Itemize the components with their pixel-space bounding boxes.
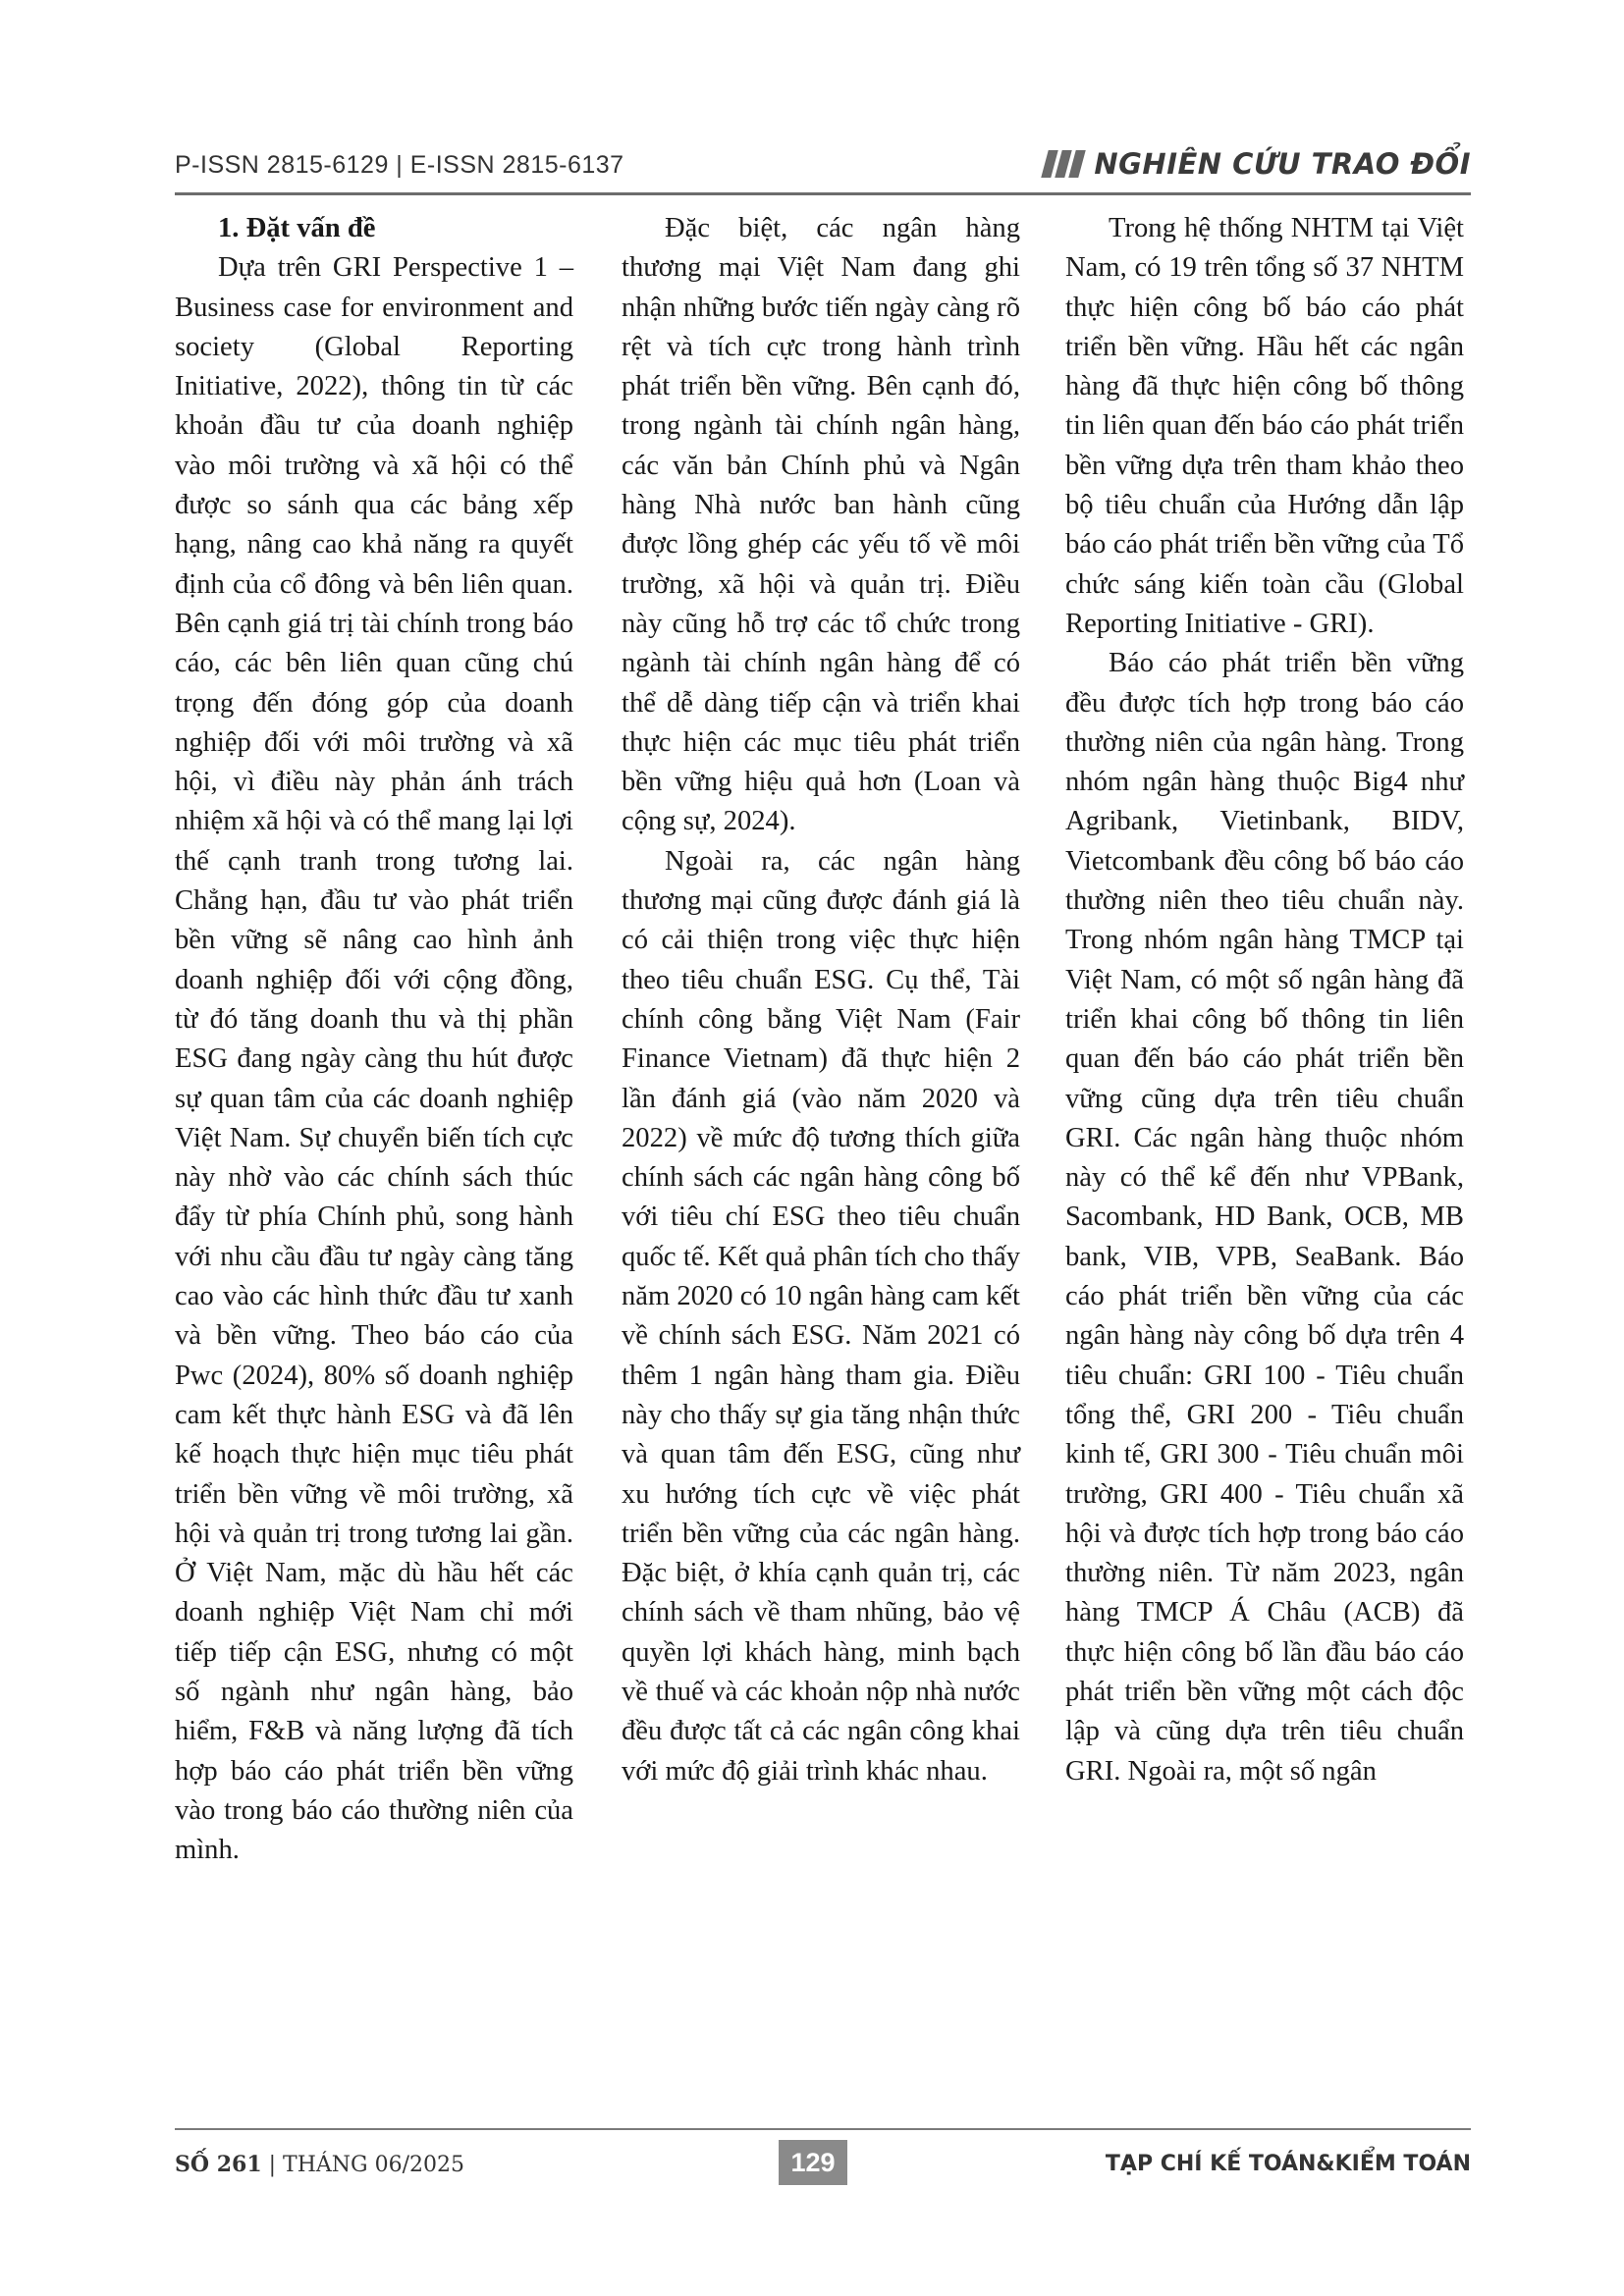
issue-number: SỐ 261 (175, 2152, 262, 2177)
column-1 (175, 209, 573, 1870)
column-3 (1065, 209, 1464, 1791)
page-number: 129 (779, 2140, 847, 2185)
header-divider (175, 192, 1471, 195)
section-brand (1045, 147, 1471, 181)
decorative-bars-icon (1045, 150, 1082, 178)
page-footer (175, 2140, 1471, 2189)
paragraph: Ngoài ra, các ngân hàng thương mại cũng được đánh giá là có cải thiện trong việc thực hiện theo tiêu chuẩn ESG. Cụ thể, Tài chính công bằng Việt Nam (Fair Finance Vietnam) đã thực hiện 2 lần đánh giá (vào năm 2020 và 2022) về mức độ tương thích giữa chính sách các ngân hàng công bố với tiêu chí ESG theo tiêu chuẩn quốc tế. Kết quả phân tích cho thấy năm 2020 có 10 ngân hàng cam kết về chính sách ESG. Năm 2021 có thêm 1 ngân hàng tham gia. Điều này cho thấy sự gia tăng nhận thức và quan tâm đến ESG, cũng như xu hướng tích cực về việc phát triển bền vững của các ngân hàng. Đặc biệt, ở khía cạnh quản trị, các chính sách về tham nhũng, bảo vệ quyền lợi khách hàng, minh bạch về thuế và các khoản nộp nhà nước đều được tất cả các ngân công khai với mức độ giải trình khác nhau. (622, 845, 1020, 1787)
article-body (175, 209, 1471, 2064)
page-header (175, 147, 1471, 188)
paragraph: Đặc biệt, các ngân hàng thương mại Việt Nam đang ghi nhận những bước tiến ngày càng rõ rệt và tích cực trong hành trình phát triển bền vững. Bên cạnh đó, trong ngành tài chính ngân hàng, các văn bản Chính phủ và Ngân hàng Nhà nước ban hành cũng được lồng ghép các yếu tố về môi trường, xã hội và quản trị. Điều này cũng hỗ trợ các tổ chức trong ngành tài chính ngân hàng để có thể dễ dàng tiếp cận và triển khai thực hiện các mục tiêu phát triển bền vững hiệu quả hơn (Loan và cộng sự, 2024). (622, 213, 1020, 837)
footer-divider (175, 2128, 1471, 2130)
paragraph: Dựa trên GRI Perspective 1 – Business case for environment and society (Global Reporting Initiative, 2022), thông tin từ các khoản đầu tư của doanh nghiệp vào môi trường và xã hội có thể được so sánh qua các bảng xếp hạng, nâng cao khả năng ra quyết định của cổ đông và bên liên quan. Bên cạnh giá trị tài chính trong báo cáo, các bên liên quan cũng chú trọng đến đóng góp của doanh nghiệp đối với môi trường và xã hội, vì điều này phản ánh trách nhiệm xã hội và có thể mang lại lợi thế cạnh tranh trong tương lai. Chẳng hạn, đầu tư vào phát triển bền vững sẽ nâng cao hình ảnh doanh nghiệp đối với cộng đồng, từ đó tăng doanh thu và thị phần ESG đang ngày càng thu hút được sự quan tâm của các doanh nghiệp Việt Nam. Sự chuyển biến tích cực này nhờ vào các chính sách thúc đẩy từ phía Chính phủ, song hành với nhu cầu đầu tư ngày càng tăng cao vào các hình thức đầu tư xanh và bền vững. Theo báo cáo của Pwc (2024), 80% số doanh nghiệp cam kết thực hành ESG và đã lên kế hoạch thực hiện mục tiêu phát triển bền vững về môi trường, xã hội và quản trị trong tương lai gần. Ở Việt Nam, mặc dù hầu hết các doanh nghiệp Việt Nam chỉ mới tiếp tiếp cận ESG, nhưng có một số ngành như ngân hàng, bảo hiểm, F&B và năng lượng đã tích hợp báo cáo phát triển bền vững vào trong báo cáo thường niên của mình. (175, 252, 573, 1866)
paragraph: Trong hệ thống NHTM tại Việt Nam, có 19 trên tổng số 37 NHTM thực hiện công bố báo cáo phát triển bền vững. Hầu hết các ngân hàng đã thực hiện công bố thông tin liên quan đến báo cáo phát triển bền vững dựa trên tham khảo theo bộ tiêu chuẩn của Hướng dẫn lập báo cáo phát triển bền vững của Tổ chức sáng kiến toàn cầu (Global Reporting Initiative - GRI). (1065, 213, 1464, 639)
issue-date: | THÁNG 06/2025 (261, 2153, 464, 2177)
section-heading: 1. Đặt vấn đề (218, 213, 376, 243)
paragraph: Báo cáo phát triển bền vững đều được tích hợp trong báo cáo thường niên của ngân hàng. Trong nhóm ngân hàng thuộc Big4 như Agribank, Vietinbank, BIDV, Vietcombank đều công bố báo cáo thường niên theo tiêu chuẩn này. Trong nhóm ngân hàng TMCP tại Việt Nam, có một số ngân hàng đã triển khai công bố thông tin liên quan đến báo cáo phát triển bền vững cũng dựa trên tiêu chuẩn GRI. Các ngân hàng thuộc nhóm này có thể kể đến như VPBank, Sacombank, HD Bank, OCB, MB bank, VIB, VPB, SeaBank. Báo cáo phát triển bền vững của các ngân hàng này công bố dựa trên 4 tiêu chuẩn: GRI 100 - Tiêu chuẩn tổng thể, GRI 200 - Tiêu chuẩn kinh tế, GRI 300 - Tiêu chuẩn môi trường, GRI 400 - Tiêu chuẩn xã hội và được tích hợp trong báo cáo thường niên. Từ năm 2023, ngân hàng TMCP Á Châu (ACB) đã thực hiện công bố lần đầu báo cáo phát triển bền vững một cách độc lập và cũng dựa trên tiêu chuẩn GRI. Ngoài ra, một số ngân (1065, 648, 1464, 1787)
column-2 (622, 209, 1020, 1791)
section-label: NGHIÊN CỨU TRAO ĐỔI (1094, 147, 1471, 181)
issn-text: P-ISSN 2815-6129 | E-ISSN 2815-6137 (175, 151, 624, 179)
issue-info (175, 2152, 464, 2177)
journal-name: TẠP CHÍ KẾ TOÁN&KIỂM TOÁN (1105, 2152, 1471, 2176)
